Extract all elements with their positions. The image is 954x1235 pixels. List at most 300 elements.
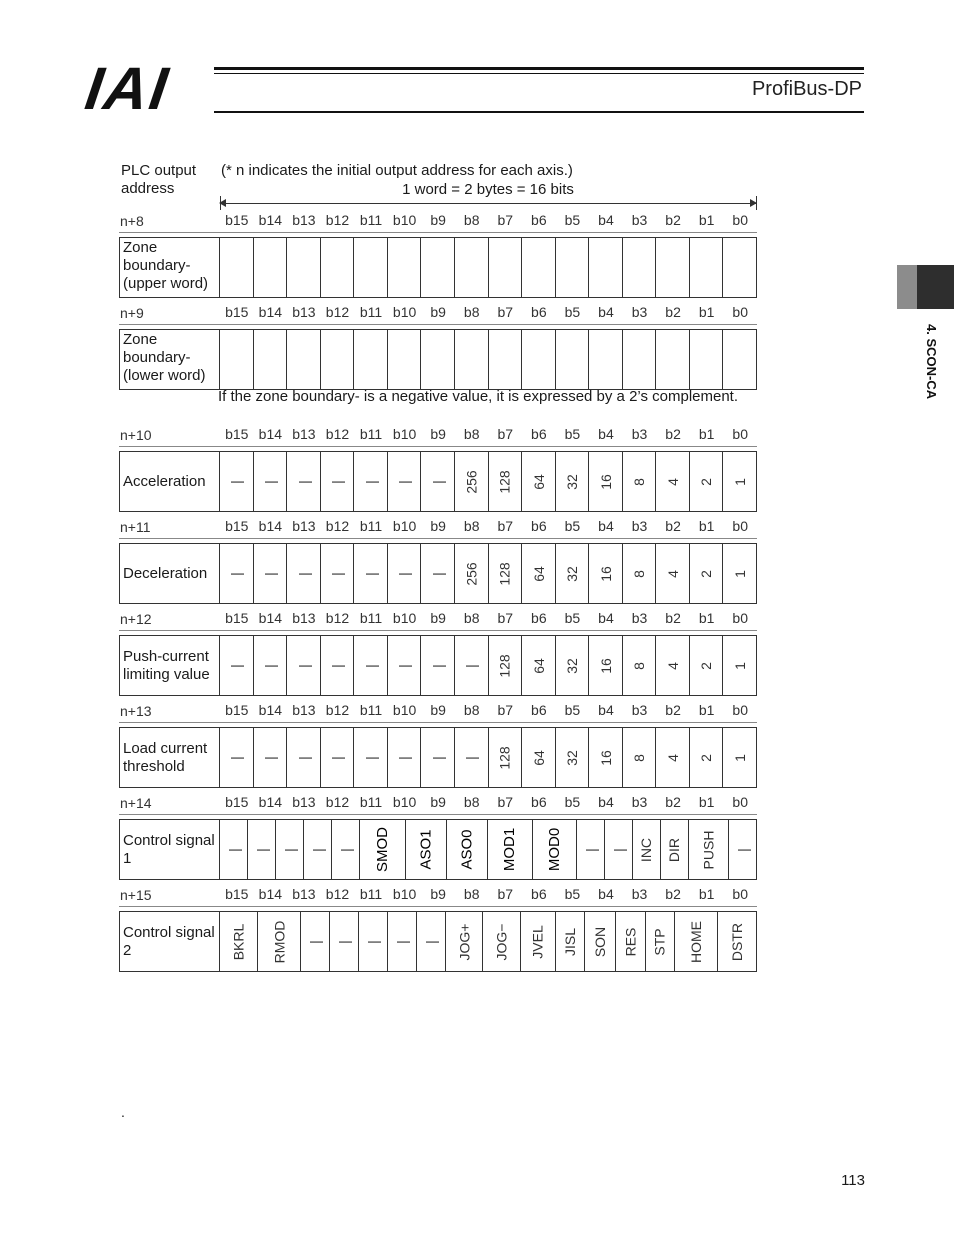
bit-label: b5: [564, 426, 581, 442]
bit-label: b7: [497, 426, 514, 442]
register-header-rule: [119, 814, 757, 815]
bit-cell: [729, 820, 756, 879]
bit-label: b5: [564, 702, 581, 718]
bit-cell-value: |: [328, 479, 345, 484]
bit-cell: [522, 330, 556, 389]
bit-label: b6: [531, 702, 547, 718]
bit-label: b13: [292, 702, 316, 718]
register-grid: [119, 727, 757, 788]
bit-cell-value: |: [429, 479, 446, 484]
bit-cell-value: |: [295, 755, 312, 760]
bit-cell-value: 128: [496, 745, 513, 770]
bit-cell: [489, 330, 523, 389]
bit-label: b1: [698, 886, 715, 902]
bit-label: b4: [598, 610, 614, 626]
register-address: n+9: [120, 305, 144, 321]
bit-cell: [406, 820, 447, 879]
bit-cell-value: 16: [597, 565, 614, 582]
bit-cell-value: |: [261, 755, 278, 760]
bit-label: b2: [665, 610, 681, 626]
bit-cell: [589, 728, 623, 787]
bit-label: b12: [325, 304, 350, 320]
bit-label: b4: [598, 702, 614, 718]
bit-cell-value: |: [261, 571, 278, 576]
bit-label: b8: [463, 702, 480, 718]
bit-label: b15: [225, 426, 249, 442]
bit-cell: [321, 452, 355, 511]
bit-cell-value: |: [582, 847, 599, 852]
bit-label: b15: [225, 702, 249, 718]
bit-cell-value: 8: [631, 477, 648, 486]
bit-label: b11: [359, 610, 383, 626]
bit-label-row: [220, 610, 757, 626]
bit-cell-value: 16: [597, 749, 614, 766]
bit-cell: [589, 544, 623, 603]
bit-cell: [589, 238, 623, 297]
register-header-rule: [119, 324, 757, 325]
bit-cell: [258, 912, 302, 971]
bit-cell: [388, 330, 422, 389]
register-header-rule: [119, 446, 757, 447]
register-address: n+11: [120, 519, 151, 535]
bit-cell-value: 4: [664, 477, 681, 486]
bit-label: b1: [698, 610, 715, 626]
bit-cell-value: JVEL: [530, 924, 547, 959]
bit-label: b7: [497, 610, 514, 626]
plc-output-label-line2: address: [121, 180, 175, 197]
bit-cell-value: 1: [731, 569, 748, 578]
bit-cell-value: |: [309, 847, 326, 852]
bit-label: b4: [598, 518, 614, 534]
bit-cell: [254, 636, 288, 695]
bit-cell: [723, 544, 756, 603]
bit-cell: [521, 912, 555, 971]
bit-label: b3: [631, 702, 648, 718]
bit-label-row: [220, 794, 757, 810]
bit-cell-value: 128: [496, 561, 513, 586]
bit-label: b14: [258, 702, 283, 718]
bit-cell: [483, 912, 521, 971]
bit-label: b11: [359, 886, 383, 902]
bit-cell-value: |: [429, 571, 446, 576]
bit-cell: [723, 330, 756, 389]
bit-label: b6: [531, 304, 547, 320]
bit-cell-value: 2: [698, 477, 715, 486]
bit-cell: [556, 452, 590, 511]
bit-cell: [220, 636, 254, 695]
bit-label: b13: [292, 212, 316, 228]
bit-cell: [388, 728, 422, 787]
register-grid: [119, 543, 757, 604]
bit-cell-value: JISL: [561, 927, 578, 956]
register-header-rule: [119, 906, 757, 907]
bit-label: b15: [225, 794, 249, 810]
register-header-row: [119, 212, 757, 232]
bit-label: b4: [598, 886, 614, 902]
bit-cells: [220, 728, 756, 787]
bit-cell: [522, 728, 556, 787]
bit-label: b15: [225, 610, 249, 626]
register-address: n+8: [120, 213, 144, 229]
bit-label: b10: [392, 304, 417, 320]
bit-label: b9: [430, 702, 446, 718]
bit-label: b0: [732, 518, 748, 534]
bit-cell-value: MOD1: [501, 827, 519, 872]
bit-label: b4: [598, 794, 614, 810]
bit-cell: [330, 912, 359, 971]
register-name: Control signal 2: [120, 912, 220, 971]
bit-label: b2: [665, 702, 681, 718]
bit-cell: [220, 544, 254, 603]
bit-cell: [605, 820, 633, 879]
bit-cell: [455, 330, 489, 389]
bit-cell-value: 2: [698, 661, 715, 670]
bit-cell: [287, 330, 321, 389]
register-header-rule: [119, 232, 757, 233]
header-rule-mid: [214, 73, 864, 74]
bit-cell-value: |: [396, 571, 413, 576]
register-header-row: [119, 886, 757, 906]
bit-cell: [723, 452, 756, 511]
bit-cell: [287, 452, 321, 511]
bit-cell: [321, 330, 355, 389]
bit-cell: [556, 912, 585, 971]
bit-cell-value: |: [328, 663, 345, 668]
bit-cell: [254, 544, 288, 603]
bit-cell-value: |: [362, 571, 379, 576]
bit-cell: [556, 330, 590, 389]
bit-cell: [489, 636, 523, 695]
bit-label: b14: [258, 426, 283, 442]
bit-label: b6: [531, 886, 547, 902]
bit-cell-value: 128: [496, 469, 513, 494]
header-rule-bottom: [214, 111, 864, 113]
bit-cell-value: 8: [631, 661, 648, 670]
arrow-tick-left: [220, 196, 221, 210]
bit-label: b5: [564, 886, 581, 902]
bit-cell-value: 32: [563, 565, 580, 582]
bit-label: b12: [325, 886, 350, 902]
bit-label: b2: [665, 886, 681, 902]
bit-cell-value: |: [396, 663, 413, 668]
bit-cell: [489, 452, 523, 511]
bit-label: b0: [732, 886, 748, 902]
bit-label: b12: [325, 518, 350, 534]
bit-cell-value: 64: [530, 749, 547, 766]
bit-cell: [690, 330, 724, 389]
bit-cell-value: |: [610, 847, 627, 852]
bit-cell: [489, 728, 523, 787]
register-name: Zone boundary- (upper word): [120, 238, 220, 297]
register-header-row: [119, 304, 757, 324]
bit-cell: [623, 728, 657, 787]
bit-cell-value: 2: [698, 569, 715, 578]
word-span-arrow: [220, 203, 756, 204]
bit-label: b12: [325, 426, 350, 442]
bit-cell: [254, 728, 288, 787]
register-header-rule: [119, 630, 757, 631]
bit-label: b8: [463, 304, 480, 320]
bit-cell: [689, 820, 729, 879]
bit-cell: [455, 238, 489, 297]
bit-cell: [455, 636, 489, 695]
bit-cell: [421, 636, 455, 695]
bit-cell: [455, 544, 489, 603]
bit-cell: [690, 636, 724, 695]
bit-label: b15: [225, 304, 249, 320]
bit-cell: [421, 544, 455, 603]
bit-cell-value: SMOD: [374, 827, 392, 872]
bit-cell: [254, 238, 288, 297]
bit-cell-value: 2: [698, 753, 715, 762]
iai-logo: IAI: [81, 55, 174, 122]
bit-cells: [220, 330, 756, 389]
bit-cell-value: 64: [530, 473, 547, 490]
bit-cell: [248, 820, 276, 879]
bit-cell: [321, 636, 355, 695]
bit-cells: [220, 452, 756, 511]
bit-label: b0: [732, 702, 748, 718]
register-grid: [119, 451, 757, 512]
bit-cell-value: STP: [651, 927, 668, 956]
bit-label: b8: [463, 212, 480, 228]
register-grid: [119, 911, 757, 972]
bit-cell-value: 16: [597, 657, 614, 674]
bit-cell-value: |: [281, 847, 298, 852]
bit-cell: [675, 912, 718, 971]
bit-label: b5: [564, 610, 581, 626]
register-grid: [119, 329, 757, 390]
word-size-note: 1 word = 2 bytes = 16 bits: [402, 181, 574, 198]
bit-cell: [656, 544, 690, 603]
bit-cell: [522, 238, 556, 297]
bit-label: b4: [598, 304, 614, 320]
bit-label: b6: [531, 610, 547, 626]
bit-cells: [220, 238, 756, 297]
bit-cell-value: ASO0: [458, 829, 476, 870]
bit-cell: [690, 238, 724, 297]
bit-label: b8: [463, 794, 480, 810]
bit-cell-value: SON: [592, 926, 609, 957]
bit-label: b13: [292, 304, 316, 320]
bit-cell-value: |: [362, 479, 379, 484]
bit-label: b14: [258, 518, 283, 534]
bit-cell: [321, 728, 355, 787]
bit-cell-value: 8: [631, 753, 648, 762]
bit-cell: [421, 452, 455, 511]
bit-label-row: [220, 212, 757, 228]
bit-cell: [589, 330, 623, 389]
bit-cell-value: 32: [563, 657, 580, 674]
bit-cell-value: 1: [731, 753, 748, 762]
bit-label: b2: [665, 426, 681, 442]
bit-cell: [522, 544, 556, 603]
bit-label: b8: [463, 886, 480, 902]
register-header-rule: [119, 722, 757, 723]
bit-label: b3: [631, 794, 648, 810]
bit-cell: [287, 636, 321, 695]
bit-cell: [489, 238, 523, 297]
bit-cell-value: |: [228, 479, 245, 484]
register-header-rule: [119, 538, 757, 539]
bit-cell: [577, 820, 605, 879]
bit-label: b1: [698, 794, 715, 810]
chapter-side-label: 4. SCON-CA: [924, 324, 939, 400]
bit-cells: [220, 544, 756, 603]
bit-cell: [723, 636, 756, 695]
register-name: Zone boundary- (lower word): [120, 330, 220, 389]
bit-label-row: [220, 702, 757, 718]
bit-cell: [488, 820, 532, 879]
bit-cell: [633, 820, 661, 879]
bit-label: b5: [564, 304, 581, 320]
bit-cell: [388, 544, 422, 603]
bit-cell: [220, 330, 254, 389]
negative-value-note: If the zone boundary- is a negative value, it is expressed by a 2’s complement.: [218, 388, 739, 405]
bit-cell: [723, 238, 756, 297]
bit-label: b0: [732, 610, 748, 626]
bit-cell: [332, 820, 360, 879]
bit-cell: [556, 636, 590, 695]
bit-label: b14: [258, 212, 283, 228]
register-address: n+13: [120, 703, 152, 719]
register-name: Push-current limiting value: [120, 636, 220, 695]
bit-label: b7: [497, 304, 514, 320]
bit-cell: [220, 912, 258, 971]
bit-cell: [360, 820, 406, 879]
bit-label: b2: [665, 794, 681, 810]
bit-cell: [220, 820, 248, 879]
register-header-row: [119, 426, 757, 446]
bit-cell: [489, 544, 523, 603]
bit-cell-value: |: [422, 939, 439, 944]
bit-label: b6: [531, 518, 547, 534]
bit-label: b9: [430, 518, 446, 534]
bit-cell-value: |: [362, 663, 379, 668]
bit-label: b6: [531, 212, 547, 228]
bit-cell: [321, 238, 355, 297]
register-name: Load current threshold: [120, 728, 220, 787]
bit-label: b12: [325, 794, 350, 810]
chapter-tab: [897, 265, 954, 309]
bit-label: b15: [225, 886, 249, 902]
bit-cell: [690, 728, 724, 787]
bit-cell: [656, 238, 690, 297]
chapter-tab-light: [897, 265, 917, 309]
bit-cell: [646, 912, 675, 971]
bit-cell: [220, 452, 254, 511]
bit-label: b3: [631, 212, 648, 228]
bit-label: b3: [631, 886, 648, 902]
bit-label: b9: [430, 426, 446, 442]
bit-cell: [388, 636, 422, 695]
bit-label: b1: [698, 212, 715, 228]
bit-label: b10: [392, 702, 417, 718]
bit-label: b12: [325, 212, 350, 228]
register-name: Control signal 1: [120, 820, 220, 879]
bit-cell-value: |: [225, 847, 242, 852]
bit-cell-value: 32: [563, 473, 580, 490]
bit-cell: [656, 330, 690, 389]
bit-label: b0: [732, 794, 748, 810]
bit-cell: [656, 452, 690, 511]
register-grid: [119, 237, 757, 298]
bit-cell-value: PUSH: [700, 830, 717, 869]
bit-cell: [616, 912, 646, 971]
bit-label: b3: [631, 610, 648, 626]
bit-cell-value: |: [364, 939, 381, 944]
bit-cell-value: |: [328, 755, 345, 760]
bit-cell-value: |: [307, 939, 324, 944]
bit-label: b8: [463, 518, 480, 534]
bit-cell: [661, 820, 689, 879]
bit-cell: [623, 452, 657, 511]
bit-label: b7: [497, 886, 514, 902]
bit-cell: [656, 636, 690, 695]
bit-cell: [417, 912, 446, 971]
bit-cell: [533, 820, 577, 879]
bit-label: b3: [631, 518, 648, 534]
bit-cell: [421, 330, 455, 389]
bit-cells: [220, 820, 756, 879]
bit-cell-value: BKRL: [230, 923, 247, 960]
plc-output-address-label: [121, 162, 196, 198]
bit-cell-value: |: [337, 847, 354, 852]
bit-label: b7: [497, 212, 514, 228]
bit-cell-value: DIR: [666, 837, 683, 862]
bit-label: b14: [258, 794, 283, 810]
register-address: n+14: [120, 795, 152, 811]
bit-label: b10: [392, 518, 417, 534]
bit-cell: [556, 728, 590, 787]
register-header-row: [119, 702, 757, 722]
stray-dot: .: [121, 1104, 125, 1120]
bit-cell-value: |: [261, 479, 278, 484]
bit-label: b11: [359, 426, 383, 442]
bit-cell: [304, 820, 332, 879]
register-grid: [119, 819, 757, 880]
bit-cell: [354, 330, 388, 389]
bit-label: b13: [292, 518, 316, 534]
bit-label: b15: [225, 212, 249, 228]
bit-cell: [388, 452, 422, 511]
bit-cell-value: 16: [597, 473, 614, 490]
bit-cell: [455, 452, 489, 511]
bit-cell: [556, 238, 590, 297]
bit-label: b7: [497, 794, 514, 810]
bit-cell-value: 256: [463, 561, 480, 586]
bit-label: b8: [463, 610, 480, 626]
bit-cell-value: |: [228, 571, 245, 576]
bit-label: b9: [430, 304, 446, 320]
bit-label: b6: [531, 426, 547, 442]
bit-label: b11: [359, 702, 383, 718]
bit-cell-value: |: [261, 663, 278, 668]
arrow-tick-right: [756, 196, 757, 210]
bit-label: b10: [392, 426, 417, 442]
bit-cell: [254, 452, 288, 511]
bit-label: b3: [631, 304, 648, 320]
bit-cell: [321, 544, 355, 603]
bit-label: b4: [598, 212, 614, 228]
bit-label: b2: [665, 304, 681, 320]
bit-label: b12: [325, 702, 350, 718]
header-rule-top: [214, 67, 864, 70]
bit-label: b0: [732, 426, 748, 442]
bit-cell: [421, 728, 455, 787]
bit-cell: [623, 330, 657, 389]
register-address: n+12: [120, 611, 152, 627]
